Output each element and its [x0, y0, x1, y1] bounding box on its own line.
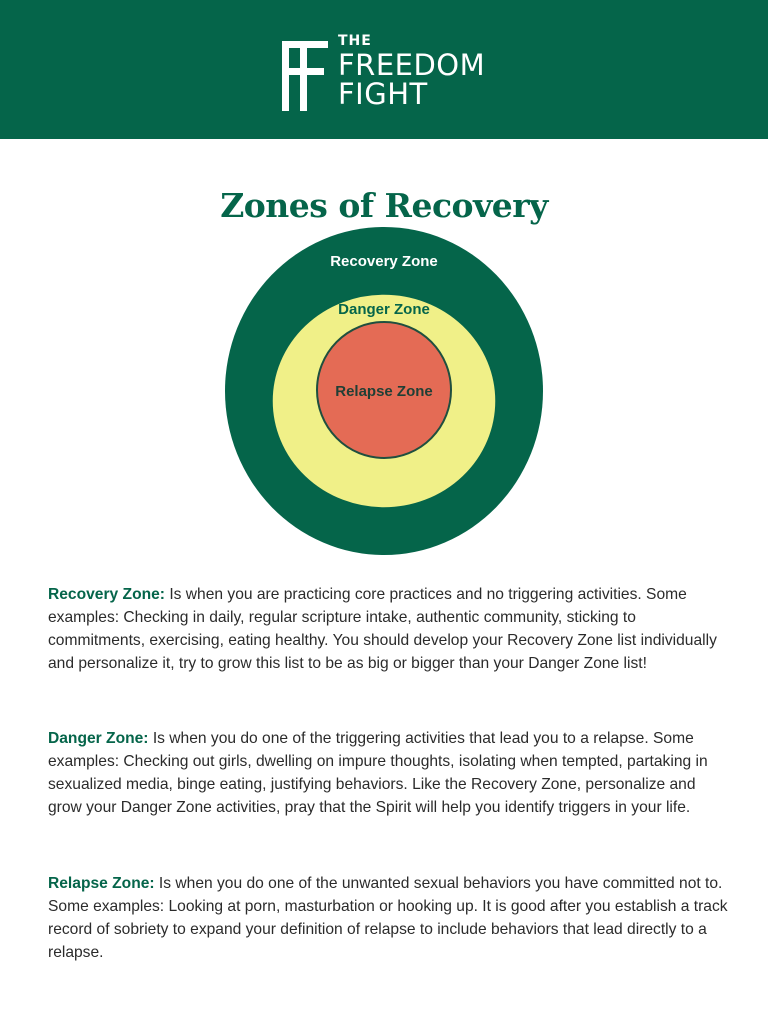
relapse-zone-term: Relapse Zone:: [48, 875, 155, 892]
recovery-zone-label: Recovery Zone: [330, 253, 438, 270]
danger-zone-text: Is when you do one of the triggering activities that lead you to a relapse. Some examples: Checking out girls, dwelling on impure thoughts, isolating when tempted, partaking in sexualized media, binge eating, justifying behaviors. Like the Recovery Zone, personalize and grow your Danger Zone activities, pray that the Spirit will help you identify triggers in your life.: [48, 730, 708, 816]
recovery-zone-text: Is when you are practicing core practices and no triggering activities. Some examples: Checking in daily, regular scripture intake, authentic community, sticking to commitments, exercising, eating healthy. You should develop your Recovery Zone list individually and personalize it, try to grow this list to be as big or bigger than your Danger Zone list!: [48, 586, 717, 672]
relapse-zone-description: [48, 872, 728, 964]
logo-the: THE: [338, 33, 372, 49]
logo-fight: FIGHT: [338, 77, 428, 111]
relapse-zone-label: Relapse Zone: [335, 383, 433, 400]
danger-zone-term: Danger Zone:: [48, 730, 149, 747]
page-title: Zones of Recovery: [220, 186, 548, 226]
recovery-zone-term: Recovery Zone:: [48, 586, 165, 603]
relapse-zone-text: Is when you do one of the unwanted sexual behaviors you have committed not to. Some examples: Looking at porn, masturbation or hooking up. It is good after you establish a track record of sobriety to expand your definition of relapse to include behaviors that lead directly to a relapse.: [48, 875, 728, 961]
freedom-fight-logo: [282, 34, 492, 114]
logo-wordmark: [338, 34, 485, 109]
header-banner: [0, 0, 768, 139]
logo-freedom: FREEDOM: [338, 48, 486, 82]
recovery-zone-description: [48, 583, 728, 675]
danger-zone-description: [48, 727, 728, 819]
ff-logo-icon: [282, 41, 330, 111]
danger-zone-label: Danger Zone: [338, 301, 430, 318]
zones-diagram: [224, 226, 544, 556]
